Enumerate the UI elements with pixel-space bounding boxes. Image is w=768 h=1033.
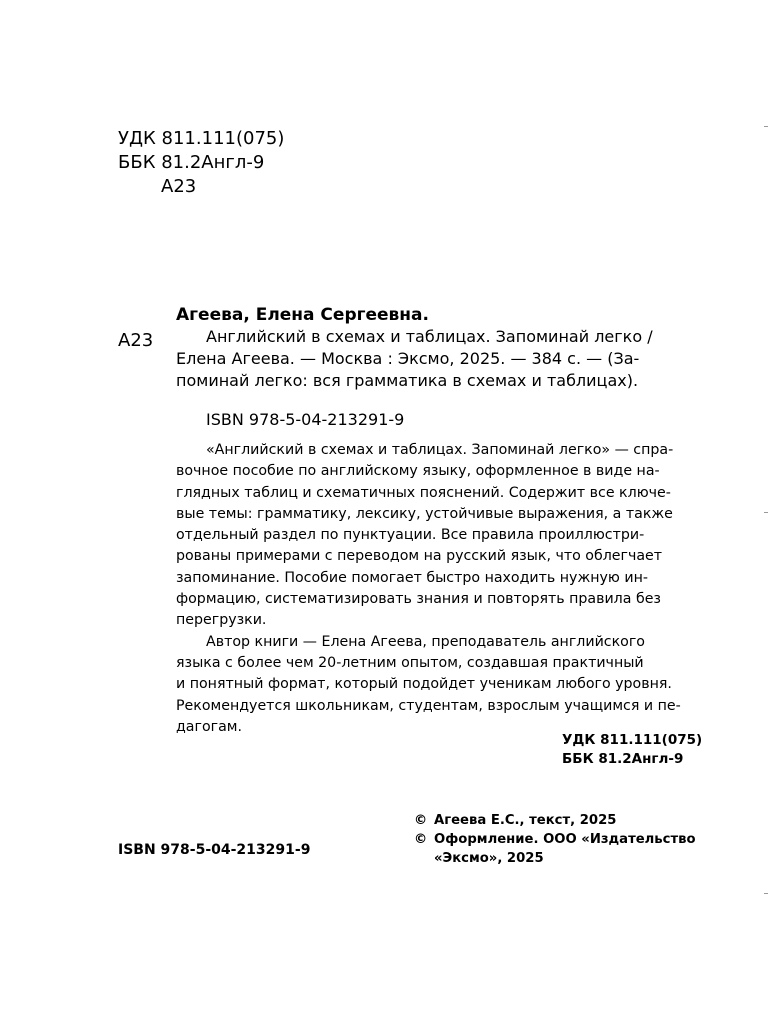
annotation-line: отдельный раздел по пунктуации. Все правила проиллюстри- — [176, 527, 645, 544]
crop-mark — [764, 893, 768, 894]
annotation-line: Автор книги — Елена Агеева, преподаватель английского — [206, 633, 645, 650]
crop-mark — [764, 512, 768, 513]
bbk-code: ББК 81.2Англ-9 — [118, 152, 265, 173]
copyright-icon: © — [414, 832, 428, 847]
copyright-line — [414, 830, 696, 849]
copyright-block — [414, 811, 696, 868]
copyright-text: «Эксмо», 2025 — [434, 851, 544, 866]
biblio-line: поминай легко: вся грамматика в схемах и таблицах). — [176, 371, 639, 390]
annotation-line: вочное пособие по английскому языку, оформленное в виде на- — [176, 463, 660, 480]
small-bbk-code: ББК 81.2Англ-9 — [562, 751, 684, 767]
crop-mark — [764, 126, 768, 127]
bibliographic-record — [176, 326, 666, 392]
annotation-line: и понятный формат, который подойдет ученикам любого уровня. — [176, 676, 672, 693]
annotation-line: перегрузки. — [176, 612, 267, 629]
author-heading: Агеева, Елена Сергеевна. — [176, 305, 429, 325]
udk-code: УДК 811.111(075) — [118, 128, 285, 149]
isbn-bottom: ISBN 978-5-04-213291-9 — [118, 842, 311, 858]
annotation-line: языка с более чем 20-летним опытом, создавшая практичный — [176, 654, 644, 671]
annotation-line: формацию, систематизировать знания и повторять правила без — [176, 591, 661, 608]
annotation-line: рованы примерами с переводом на русский язык, что облегчает — [176, 548, 663, 565]
annotation-line: вые темы: грамматику, лексику, устойчивые выражения, а также — [176, 505, 673, 522]
author-sign: А23 — [161, 176, 197, 197]
biblio-line: Английский в схемах и таблицах. Запоминай легко / — [206, 327, 653, 346]
copyright-icon: © — [414, 813, 428, 828]
annotation — [176, 440, 681, 738]
biblio-line: Елена Агеева. — Москва : Эксмо, 2025. — 384 с. — (За- — [176, 349, 640, 368]
small-udk-code: УДК 811.111(075) — [562, 732, 703, 748]
copyright-text: Оформление. ООО «Издательство — [434, 832, 696, 847]
annotation-line: глядных таблиц и схематичных пояснений. Содержит все ключе- — [176, 484, 671, 501]
annotation-line: «Английский в схемах и таблицах. Запоминай легко» — спра- — [206, 442, 674, 458]
annotation-line: дагогам. — [176, 718, 242, 735]
copyright-text: Агеева Е.С., текст, 2025 — [434, 813, 617, 828]
annotation-line: Рекомендуется школьникам, студентам, взрослым учащимся и пе- — [176, 697, 681, 714]
annotation-line: запоминание. Пособие помогает быстро находить нужную ин- — [176, 569, 648, 586]
copyright-line — [414, 811, 696, 830]
isbn-line: ISBN 978-5-04-213291-9 — [206, 410, 405, 429]
side-author-sign: А23 — [118, 330, 154, 351]
